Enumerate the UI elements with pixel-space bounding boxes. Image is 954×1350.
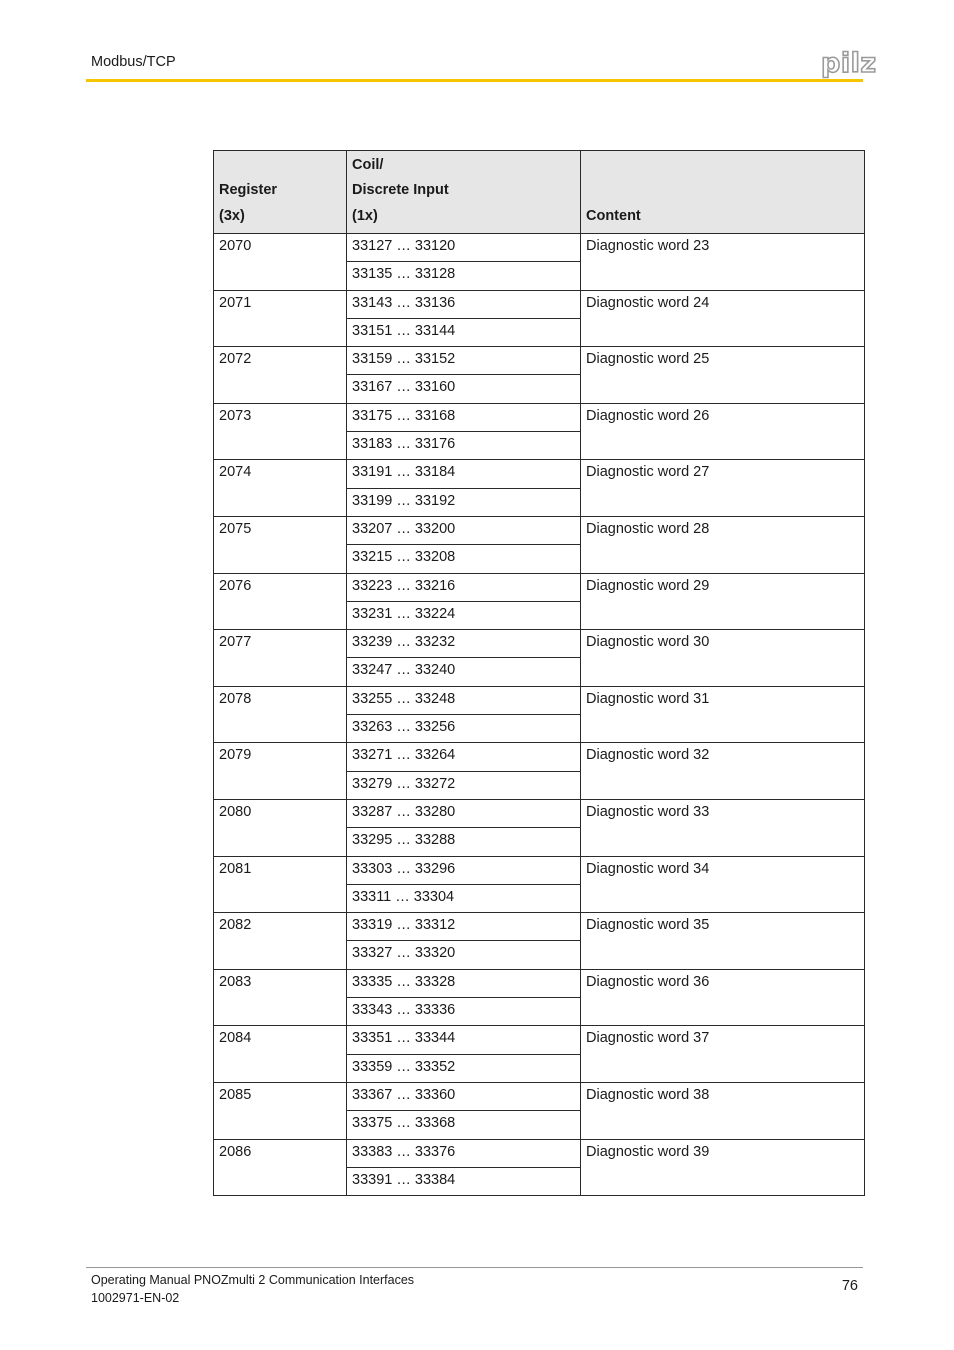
content-cell: Diagnostic word 25 — [581, 347, 865, 404]
coil-range-cell: 33319 … 33312 — [347, 913, 581, 941]
content-cell: Diagnostic word 28 — [581, 516, 865, 573]
table-row — [214, 743, 865, 771]
table-row — [214, 347, 865, 375]
content-cell: Diagnostic word 33 — [581, 799, 865, 856]
coil-range-cell: 33311 … 33304 — [347, 884, 581, 912]
register-cell: 2073 — [214, 403, 347, 460]
page-header-title: Modbus/TCP — [91, 54, 176, 70]
register-cell: 2080 — [214, 799, 347, 856]
footer-divider — [86, 1267, 863, 1268]
coil-range-cell: 33279 … 33272 — [347, 771, 581, 799]
content-cell: Diagnostic word 39 — [581, 1139, 865, 1196]
table-row — [214, 686, 865, 714]
coil-range-cell: 33295 … 33288 — [347, 828, 581, 856]
coil-range-cell: 33263 … 33256 — [347, 715, 581, 743]
table-row — [214, 516, 865, 544]
content-cell: Diagnostic word 23 — [581, 234, 865, 291]
coil-range-cell: 33183 … 33176 — [347, 432, 581, 460]
content-cell: Diagnostic word 32 — [581, 743, 865, 800]
table-row — [214, 1082, 865, 1110]
table-header-row — [214, 151, 865, 234]
table-row — [214, 290, 865, 318]
coil-range-cell: 33327 … 33320 — [347, 941, 581, 969]
content-cell: Diagnostic word 37 — [581, 1026, 865, 1083]
register-cell: 2074 — [214, 460, 347, 517]
register-cell: 2070 — [214, 234, 347, 291]
table-row — [214, 856, 865, 884]
table-row — [214, 1139, 865, 1167]
coil-range-cell: 33167 … 33160 — [347, 375, 581, 403]
coil-range-cell: 33231 … 33224 — [347, 601, 581, 629]
coil-range-cell: 33215 … 33208 — [347, 545, 581, 573]
register-cell: 2075 — [214, 516, 347, 573]
header-line: (1x) — [352, 207, 378, 224]
table-row — [214, 630, 865, 658]
header-line: Coil/ — [352, 156, 384, 173]
coil-range-cell: 33303 … 33296 — [347, 856, 581, 884]
content-cell: Diagnostic word 24 — [581, 290, 865, 347]
content-cell: Diagnostic word 27 — [581, 460, 865, 517]
register-cell: 2077 — [214, 630, 347, 687]
coil-range-cell: 33143 … 33136 — [347, 290, 581, 318]
column-header-coil — [347, 151, 581, 234]
column-header-register — [214, 151, 347, 234]
coil-range-cell: 33151 … 33144 — [347, 318, 581, 346]
coil-range-cell: 33239 … 33232 — [347, 630, 581, 658]
footer-manual-title: Operating Manual PNOZmulti 2 Communication Interfaces — [91, 1273, 415, 1287]
header-line: Content — [586, 207, 641, 224]
content-cell: Diagnostic word 35 — [581, 913, 865, 970]
register-cell: 2078 — [214, 686, 347, 743]
content-cell: Diagnostic word 30 — [581, 630, 865, 687]
table-row — [214, 913, 865, 941]
header-line: (3x) — [219, 207, 245, 224]
content-cell: Diagnostic word 38 — [581, 1082, 865, 1139]
register-cell: 2086 — [214, 1139, 347, 1196]
coil-range-cell: 33383 … 33376 — [347, 1139, 581, 1167]
table-row — [214, 969, 865, 997]
header-line: Register — [219, 182, 278, 198]
content-cell: Diagnostic word 29 — [581, 573, 865, 630]
coil-range-cell: 33359 … 33352 — [347, 1054, 581, 1082]
content-cell: Diagnostic word 31 — [581, 686, 865, 743]
coil-range-cell: 33135 … 33128 — [347, 262, 581, 290]
coil-range-cell: 33391 … 33384 — [347, 1167, 581, 1195]
table-row — [214, 573, 865, 601]
coil-range-cell: 33199 … 33192 — [347, 488, 581, 516]
coil-range-cell: 33159 … 33152 — [347, 347, 581, 375]
coil-range-cell: 33255 … 33248 — [347, 686, 581, 714]
table-row — [214, 460, 865, 488]
header-line: Discrete Input — [352, 182, 449, 198]
register-cell: 2076 — [214, 573, 347, 630]
page-number: 76 — [841, 1278, 858, 1294]
coil-range-cell: 33175 … 33168 — [347, 403, 581, 431]
coil-range-cell: 33375 … 33368 — [347, 1111, 581, 1139]
register-cell: 2084 — [214, 1026, 347, 1083]
pilz-logo: pilz — [821, 48, 877, 79]
coil-range-cell: 33351 … 33344 — [347, 1026, 581, 1054]
coil-range-cell: 33271 … 33264 — [347, 743, 581, 771]
coil-range-cell: 33223 … 33216 — [347, 573, 581, 601]
table-row — [214, 403, 865, 431]
coil-range-cell: 33335 … 33328 — [347, 969, 581, 997]
content-cell: Diagnostic word 36 — [581, 969, 865, 1026]
register-cell: 2083 — [214, 969, 347, 1026]
coil-range-cell: 33247 … 33240 — [347, 658, 581, 686]
footer-document-number: 1002971-EN-02 — [91, 1291, 180, 1305]
register-cell: 2071 — [214, 290, 347, 347]
modbus-register-table — [213, 150, 865, 1196]
coil-range-cell: 33127 … 33120 — [347, 234, 581, 262]
table-row — [214, 1026, 865, 1054]
coil-range-cell: 33207 … 33200 — [347, 516, 581, 544]
table-row — [214, 234, 865, 262]
coil-range-cell: 33343 … 33336 — [347, 998, 581, 1026]
register-cell: 2072 — [214, 347, 347, 404]
coil-range-cell: 33287 … 33280 — [347, 799, 581, 827]
coil-range-cell: 33367 … 33360 — [347, 1082, 581, 1110]
header-divider — [86, 79, 863, 82]
register-cell: 2081 — [214, 856, 347, 913]
register-cell: 2082 — [214, 913, 347, 970]
coil-range-cell: 33191 … 33184 — [347, 460, 581, 488]
content-cell: Diagnostic word 26 — [581, 403, 865, 460]
table-row — [214, 799, 865, 827]
register-cell: 2085 — [214, 1082, 347, 1139]
content-cell: Diagnostic word 34 — [581, 856, 865, 913]
register-cell: 2079 — [214, 743, 347, 800]
column-header-content — [581, 151, 865, 234]
